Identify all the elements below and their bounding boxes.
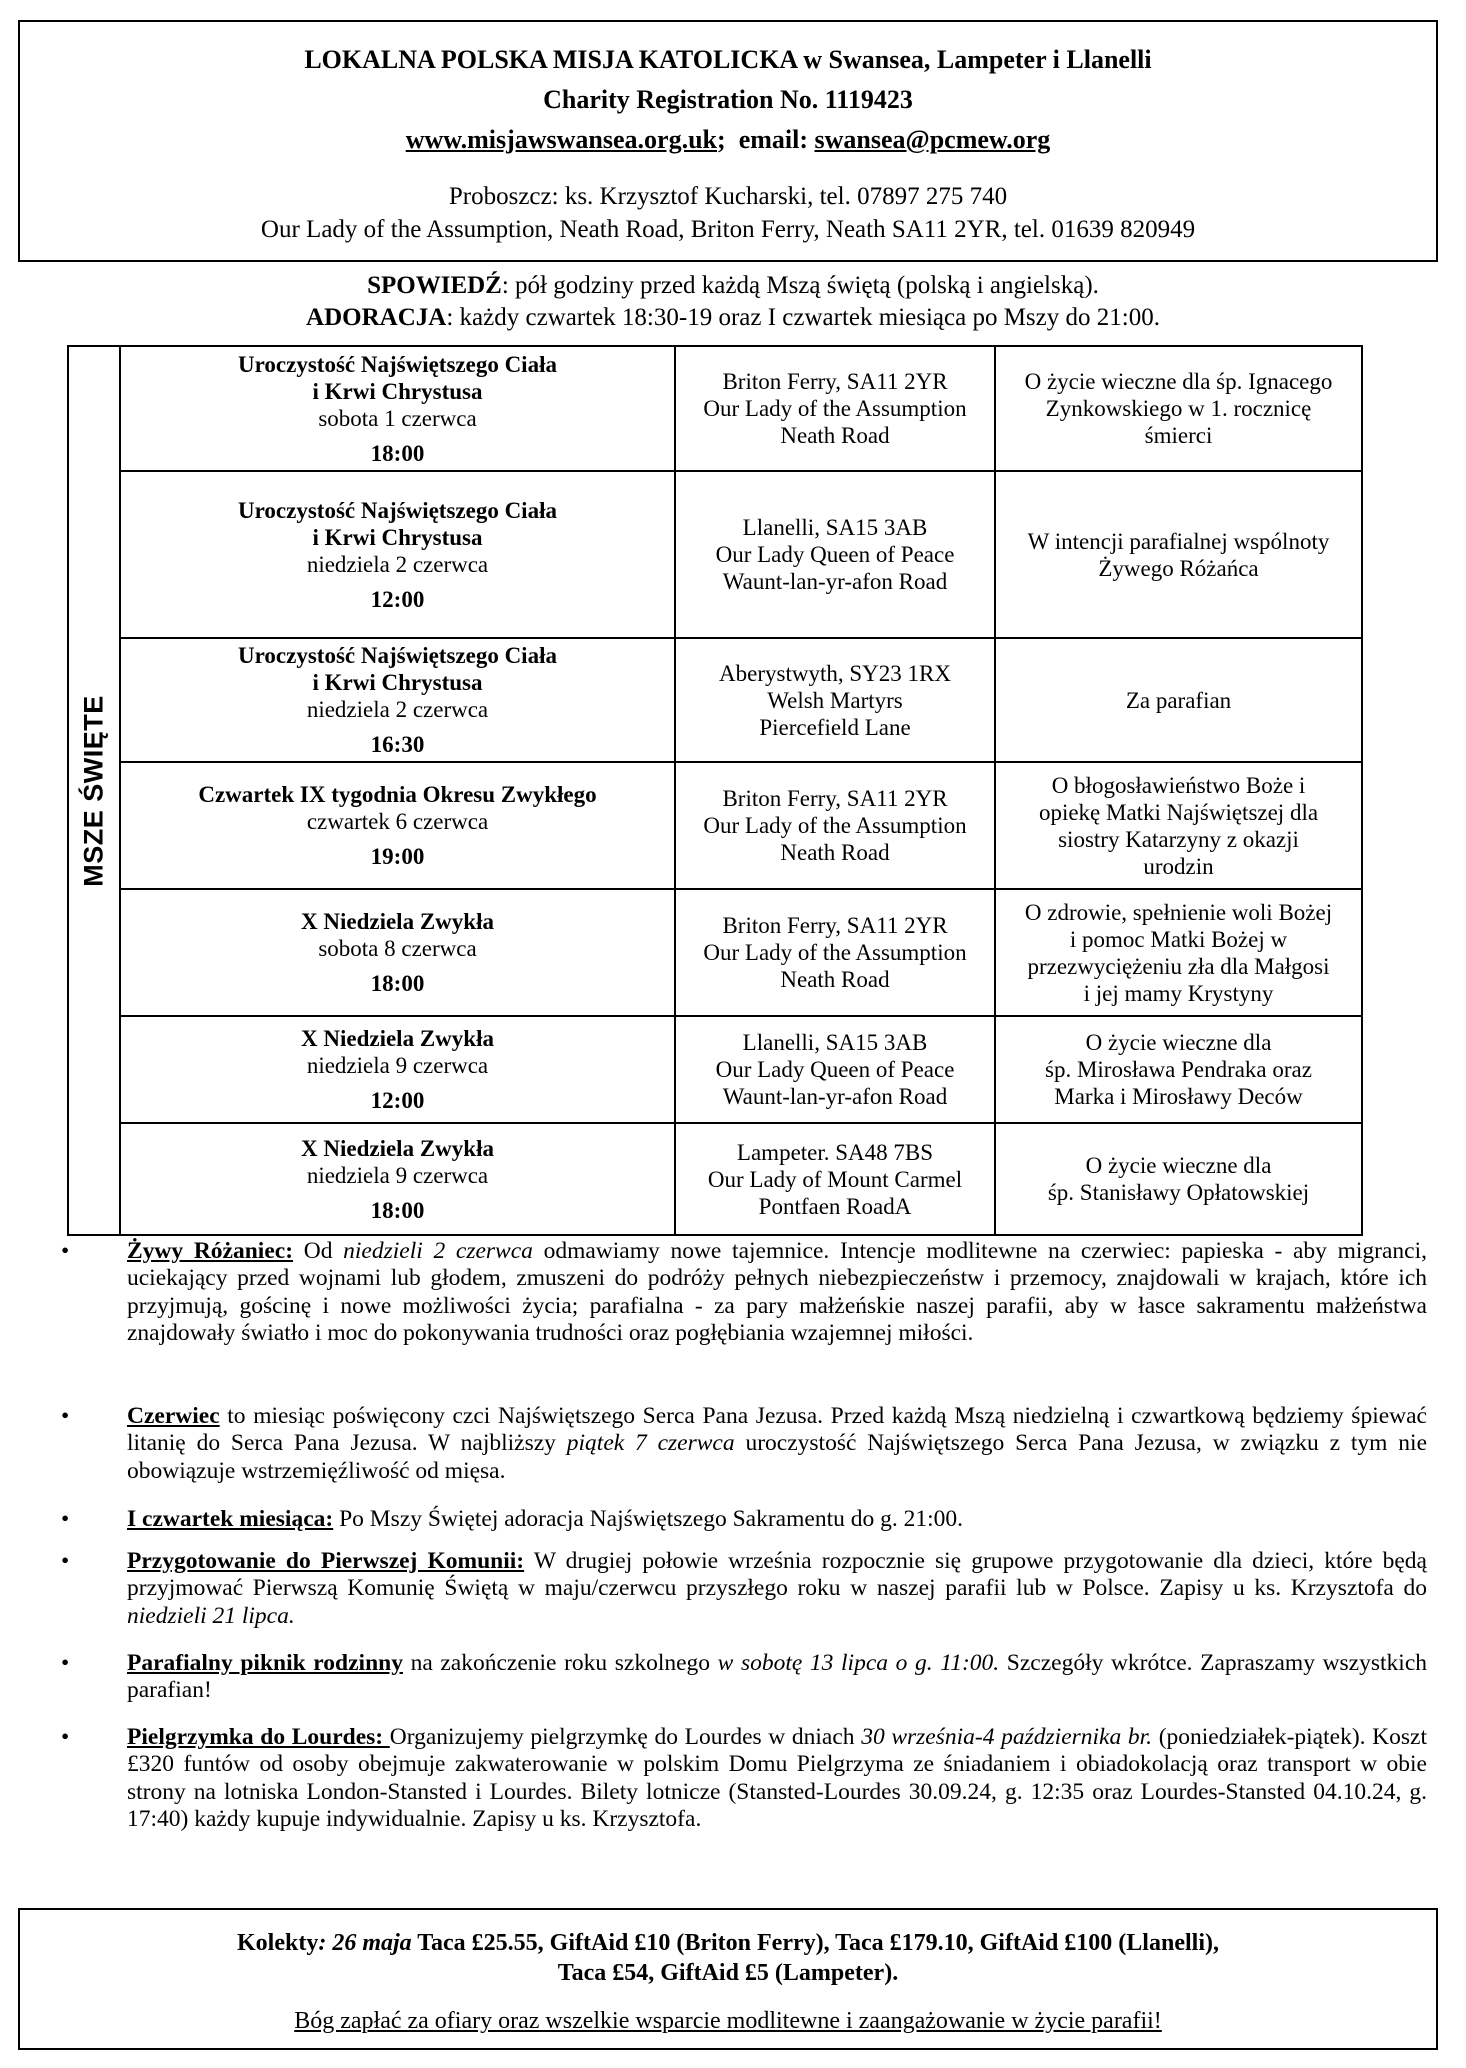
mass-place-line: Llanelli, SA15 3AB bbox=[742, 1030, 928, 1055]
mass-place-line: Our Lady Queen of Peace bbox=[715, 1057, 955, 1082]
mass-date: niedziela 9 czerwca bbox=[306, 1162, 489, 1188]
mass-date: niedziela 9 czerwca bbox=[306, 1053, 489, 1078]
collection-amounts-1: Taca £25.55, GiftAid £10 (Briton Ferry), Taca £179.10, GiftAid £100 (Llanelli), bbox=[411, 1930, 1219, 1956]
adoration-label: ADORACJA bbox=[306, 304, 447, 331]
mass-place-line: Our Lady of Mount Carmel bbox=[707, 1166, 963, 1192]
announcement-title: Żywy Różaniec: bbox=[127, 1238, 294, 1264]
pastor-line: Proboszcz: ks. Krzysztof Kucharski, tel. 07897 275 740 bbox=[448, 183, 1008, 210]
mass-intention-line: O życie wieczne dla śp. Ignacego bbox=[1024, 369, 1333, 394]
collection-label: Kolekty bbox=[237, 1930, 319, 1956]
mass-intention-line: siostry Katarzyny z okazji bbox=[1058, 826, 1299, 852]
mass-place-line: Aberystwyth, SY23 1RX bbox=[719, 660, 951, 686]
confession-label: SPOWIEDŹ bbox=[367, 272, 502, 299]
mass-place-line: Our Lady of the Assumption bbox=[703, 940, 967, 965]
mass-date: czwartek 6 czerwca bbox=[306, 809, 489, 834]
announcement-body: Od bbox=[293, 1238, 344, 1264]
announcement-body: Po Mszy Świętej adoracja Najświętszego Sakramentu do g. 21:00. bbox=[333, 1506, 963, 1532]
charity-number: Charity Registration No. 1119423 bbox=[543, 85, 913, 114]
announcement-title: Pielgrzymka do Lourdes: bbox=[127, 1724, 390, 1750]
masses-side-label-text: MSZE ŚWIĘTE bbox=[78, 694, 109, 887]
mass-place-line: Neath Road bbox=[780, 840, 890, 865]
mass-date: niedziela 2 czerwca bbox=[306, 697, 489, 722]
announcement-title: I czwartek miesiąca: bbox=[127, 1506, 334, 1532]
mass-row bbox=[68, 638, 1362, 762]
adoration-text: : każdy czwartek 18:30-19 oraz I czwartek miesiąca po Mszy do 21:00. bbox=[446, 304, 1160, 331]
announcement-text bbox=[127, 1548, 1427, 1630]
mass-celebration-name: i Krwi Chrystusa bbox=[312, 524, 483, 550]
mass-place-line: Waunt-lan-yr-afon Road bbox=[722, 569, 948, 594]
mass-intention-line: śp. Stanisławy Opłatowskiej bbox=[1047, 1180, 1310, 1205]
mass-row bbox=[68, 1123, 1362, 1235]
announcement-text bbox=[127, 1650, 1427, 1705]
mass-place-line: Neath Road bbox=[780, 423, 890, 448]
email-link[interactable]: swansea@pcmew.org bbox=[814, 125, 1051, 154]
mass-place-line: Pontfaen RoadA bbox=[758, 1193, 912, 1219]
mass-intention-line: W intencji parafialnej wspólnoty bbox=[1027, 528, 1330, 554]
mass-time: 12:00 bbox=[370, 1088, 425, 1113]
mass-time: 18:00 bbox=[370, 440, 425, 466]
mass-row bbox=[68, 762, 1362, 889]
announcement-emphasis: piątek 7 czerwca bbox=[566, 1430, 735, 1457]
bullet-icon: • bbox=[61, 1724, 70, 1750]
collection-box bbox=[18, 1908, 1438, 2050]
mass-intention-cell bbox=[995, 889, 1362, 1016]
contact-separator: ; bbox=[717, 125, 726, 154]
mass-time: 12:00 bbox=[370, 586, 425, 612]
mass-celebration-name: X Niedziela Zwykła bbox=[301, 1026, 494, 1051]
mass-intention-line: O błogosławieństwo Boże i bbox=[1051, 772, 1306, 798]
mass-intention-cell bbox=[995, 638, 1362, 762]
mass-intention-line: Żywego Różańca bbox=[1098, 555, 1259, 581]
mass-time: 18:00 bbox=[370, 1197, 425, 1223]
mass-intention-cell bbox=[995, 1016, 1362, 1123]
announcement-text bbox=[127, 1724, 1427, 1834]
mass-place-cell bbox=[675, 346, 995, 471]
mass-place-line: Our Lady Queen of Peace bbox=[715, 542, 955, 567]
mass-place-cell bbox=[675, 889, 995, 1016]
bullet-icon: • bbox=[61, 1506, 70, 1532]
mass-event-cell bbox=[120, 638, 675, 762]
mass-place-cell bbox=[675, 1016, 995, 1123]
mass-intention-line: śp. Mirosława Pendraka oraz bbox=[1045, 1057, 1312, 1082]
mass-celebration-name: X Niedziela Zwykła bbox=[301, 909, 494, 934]
mass-celebration-name: X Niedziela Zwykła bbox=[301, 1135, 494, 1161]
mass-intention-line: O życie wieczne dla bbox=[1085, 1153, 1272, 1178]
masses-side-label bbox=[68, 346, 120, 1235]
mass-event-cell bbox=[120, 1016, 675, 1123]
announcement-text bbox=[127, 1506, 1427, 1533]
collection-date: : 26 maja bbox=[318, 1930, 412, 1956]
mass-intention-line: śmierci bbox=[1144, 423, 1213, 448]
mass-place-line: Llanelli, SA15 3AB bbox=[742, 515, 928, 540]
mass-event-cell bbox=[120, 889, 675, 1016]
mass-intention-cell bbox=[995, 471, 1362, 638]
mass-celebration-name: Uroczystość Najświętszego Ciała bbox=[238, 497, 557, 523]
mass-time: 16:30 bbox=[370, 732, 425, 757]
announcement-body: na zakończenie roku szkolnego bbox=[402, 1650, 718, 1676]
mass-place-line: Welsh Martyrs bbox=[767, 687, 903, 713]
mass-event-cell bbox=[120, 346, 675, 471]
mass-event-cell bbox=[120, 1123, 675, 1235]
mass-intention-line: opiekę Matki Najświętszej dla bbox=[1038, 799, 1319, 825]
mass-event-cell bbox=[120, 471, 675, 638]
announcement-title: Czerwiec bbox=[127, 1403, 220, 1429]
mass-place-line: Briton Ferry, SA11 2YR bbox=[722, 913, 948, 938]
mass-intention-line: przezwyciężeniu zła dla Małgosi bbox=[1027, 953, 1330, 979]
email-label: email: bbox=[738, 125, 808, 154]
bullet-icon: • bbox=[61, 1548, 70, 1574]
mass-intention-line: Marka i Mirosławy Deców bbox=[1054, 1084, 1303, 1109]
announcement-text bbox=[127, 1238, 1427, 1348]
header-box bbox=[18, 20, 1438, 262]
website-link[interactable]: www.misjawswansea.org.uk bbox=[405, 125, 718, 154]
mass-row bbox=[68, 1016, 1362, 1123]
mass-row bbox=[68, 346, 1362, 471]
confession-notice bbox=[0, 270, 1466, 302]
mass-celebration-name: Uroczystość Najświętszego Ciała bbox=[238, 351, 557, 377]
mass-time: 18:00 bbox=[370, 971, 425, 996]
mass-celebration-name: Czwartek IX tygodnia Okresu Zwykłego bbox=[198, 782, 597, 807]
announcement-emphasis: 30 września-4 października br. bbox=[861, 1724, 1153, 1750]
mass-row bbox=[68, 471, 1362, 638]
mass-date: sobota 1 czerwca bbox=[318, 405, 477, 431]
announcement-title: Przygotowanie do Pierwszej Komunii: bbox=[127, 1548, 525, 1574]
announcement-text bbox=[127, 1403, 1427, 1485]
mass-place-line: Briton Ferry, SA11 2YR bbox=[722, 369, 948, 394]
mass-place-cell bbox=[675, 762, 995, 889]
announcement-body: Organizujemy pielgrzymkę do Lourdes w dniach bbox=[389, 1724, 862, 1750]
collection-line-2: Taca £54, GiftAid £5 (Lampeter). bbox=[557, 1960, 899, 1986]
announcement-body: odmawiamy nowe tajemnice. Intencje modlitewne na czerwiec: papieska - aby migranci, uciekający przed wojnami lub głodem, zmuszeni do podróży pełnych niebezpieczeństw i przemocy, znajdowali w krajach, które ich przyjmują, gościnę i nowe możliwości życia; parafialna - za pary małżeńskie naszej parafii, aby w łasce sakramentu małżeństwa znajdowały światło i moc do pokonywania trudności oraz pogłębiania wzajemnej miłości. bbox=[127, 1238, 1427, 1347]
mass-place-cell bbox=[675, 1123, 995, 1235]
mass-time: 19:00 bbox=[370, 844, 425, 869]
bullet-icon: • bbox=[61, 1650, 70, 1676]
announcement-body: uroczystość Najświętszego Serca Pana Jezusa, w związku z tym nie obowiązuje wstrzemięźliwość od mięsa. bbox=[127, 1430, 1428, 1484]
mass-place-line: Lampeter. SA48 7BS bbox=[736, 1139, 934, 1165]
mass-intention-cell bbox=[995, 762, 1362, 889]
mass-intention-line: i pomoc Matki Bożej w bbox=[1069, 926, 1288, 952]
mass-place-cell bbox=[675, 471, 995, 638]
mass-place-line: Our Lady of the Assumption bbox=[703, 396, 967, 421]
mass-intention-line: Za parafian bbox=[1125, 687, 1232, 713]
mass-place-cell bbox=[675, 638, 995, 762]
announcement-emphasis: niedzieli 21 lipca. bbox=[127, 1602, 295, 1629]
announcement-emphasis: w sobotę 13 lipca o g. 11:00. bbox=[717, 1650, 1000, 1676]
bullet-icon: • bbox=[61, 1403, 70, 1429]
confession-text: : pół godziny przed każdą Mszą świętą (polską i angielską). bbox=[501, 272, 1099, 299]
mass-schedule-table bbox=[67, 345, 1363, 1236]
announcement-body: to miesiąc poświęcony czci Najświętszego Serca Pana Jezusa. Przed każdą Mszą niedzielną i czwartkową będziemy śpiewać litanię do Serca Pana Jezusa. W najbliższy bbox=[127, 1403, 1427, 1457]
mission-title: LOKALNA POLSKA MISJA KATOLICKA w Swansea, Lampeter i Llanelli bbox=[304, 45, 1152, 74]
mass-intention-line: Zynkowskiego w 1. rocznicę bbox=[1045, 396, 1312, 421]
mass-place-line: Briton Ferry, SA11 2YR bbox=[722, 786, 948, 811]
mass-intention-line: O życie wieczne dla bbox=[1085, 1030, 1272, 1055]
mass-event-cell bbox=[120, 762, 675, 889]
mass-celebration-name: i Krwi Chrystusa bbox=[312, 670, 483, 695]
collection-line-1 bbox=[20, 1928, 1436, 1958]
mass-place-line: Neath Road bbox=[780, 967, 890, 992]
mass-intention-line: i jej mamy Krystyny bbox=[1083, 980, 1274, 1006]
mass-place-line: Waunt-lan-yr-afon Road bbox=[722, 1084, 948, 1109]
contact-line bbox=[20, 120, 1436, 160]
mass-schedule-body bbox=[68, 346, 1362, 1235]
announcement-title: Parafialny piknik rodzinny bbox=[127, 1650, 403, 1676]
announcement-body: (poniedziałek-piątek). Koszt £320 funtów od osoby obejmuje zakwaterowanie w polskim Domu Pielgrzyma ze śniadaniem i obiadokolacją oraz transport w obie strony na lotniska London-Stansted i Lourdes. Bilety lotnicze (Stansted-Lourdes 30.09.24, g. 12:35 oraz Lourdes-Stansted 04.10.24, g. 17:40) każdy kupuje indywidualnie. Zapisy u ks. Krzysztofa. bbox=[127, 1724, 1427, 1833]
mass-intention-cell bbox=[995, 346, 1362, 471]
adoration-notice bbox=[0, 302, 1466, 334]
mass-place-line: Our Lady of the Assumption bbox=[703, 813, 967, 838]
mass-place-line: Piercefield Lane bbox=[759, 714, 911, 740]
mass-celebration-name: i Krwi Chrystusa bbox=[312, 378, 483, 404]
bullet-icon: • bbox=[61, 1238, 70, 1264]
mass-date: sobota 8 czerwca bbox=[318, 936, 477, 961]
thanks-line: Bóg zapłać za ofiary oraz wszelkie wsparcie modlitewne i zaangażowanie w życie parafii! bbox=[294, 2008, 1162, 2034]
announcement-body: W drugiej połowie września rozpocznie się grupowe przygotowanie dla dzieci, które będą przyjmować Pierwszą Komunię Świętą w maju/czerwcu przyszłego roku w naszej parafii lub w Polsce. Zapisy u ks. Krzysztofa do bbox=[127, 1548, 1427, 1602]
announcement-body: Szczegóły wkrótce. Zapraszamy wszystkich parafian! bbox=[127, 1650, 1427, 1704]
mass-row bbox=[68, 889, 1362, 1016]
mass-date: niedziela 2 czerwca bbox=[306, 551, 489, 577]
mass-intention-line: urodzin bbox=[1143, 853, 1214, 879]
mass-intention-line: O zdrowie, spełnienie woli Bożej bbox=[1024, 899, 1333, 925]
address-line: Our Lady of the Assumption, Neath Road, Briton Ferry, Neath SA11 2YR, tel. 01639 820949 bbox=[260, 216, 1196, 243]
mass-intention-cell bbox=[995, 1123, 1362, 1235]
mass-celebration-name: Uroczystość Najświętszego Ciała bbox=[238, 643, 557, 668]
announcement-emphasis: niedzieli 2 czerwca bbox=[343, 1238, 533, 1264]
